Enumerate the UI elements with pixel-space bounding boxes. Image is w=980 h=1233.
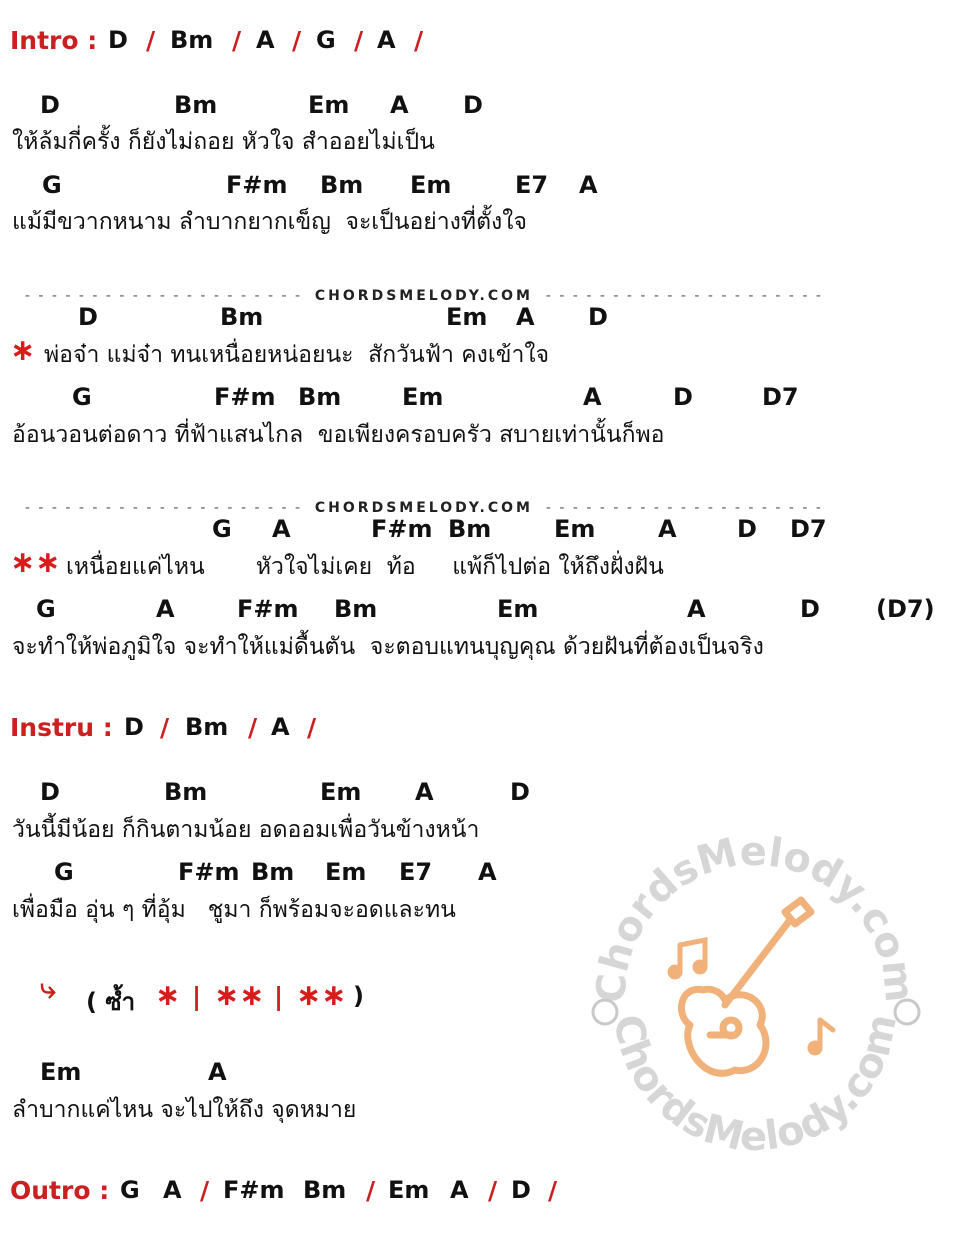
bar-separator: / xyxy=(307,713,317,742)
bar-separator: / xyxy=(354,26,364,55)
chord: Bm xyxy=(170,26,214,54)
bar-separator: / xyxy=(248,713,258,742)
lyric-line: เพื่อมือ อุ่น ๆ ที่อุ้ม ชูมา ก็พร้อมจะอดและทน xyxy=(12,897,456,923)
bar-separator: / xyxy=(488,1176,498,1205)
chord: F#m xyxy=(178,858,240,886)
chord: A xyxy=(271,713,290,741)
outro-label: Outro : xyxy=(10,1176,110,1205)
chord: A xyxy=(583,383,602,411)
guitar-logo-icon xyxy=(585,820,925,1160)
chord: Bm xyxy=(174,91,218,119)
instru-label: Instru : xyxy=(10,713,113,742)
intro-label: Intro : xyxy=(10,26,98,55)
bar-separator: / xyxy=(292,26,302,55)
repeat-marker: ∗ xyxy=(155,978,181,1013)
chord: D xyxy=(40,91,60,119)
chord: D7 xyxy=(790,515,827,543)
chord: F#m xyxy=(226,171,288,199)
divider-dashes: - - - - - - - - - - - - - - - - - - - - - xyxy=(545,500,823,516)
chord: Em xyxy=(410,171,452,199)
chord: D xyxy=(510,778,530,806)
lyric-line: แม้มีขวากหนาม ลำบากยากเข็ญ จะเป็นอย่างที่ตั้งใจ xyxy=(12,209,527,235)
repeat-marker: ∗∗ xyxy=(296,978,347,1013)
bar-separator: / xyxy=(232,26,242,55)
divider-dashes: - - - - - - - - - - - - - - - - - - - - - xyxy=(24,500,302,516)
chord: E7 xyxy=(399,858,433,886)
bar-separator: / xyxy=(414,26,424,55)
chord: Em xyxy=(497,595,539,623)
chord: D xyxy=(800,595,820,623)
chord: A xyxy=(390,91,409,119)
lyric-line: จะทำให้พ่อภูมิใจ จะทำให้แม่ดื้นตัน จะตอบแทนบุญคุณ ด้วยฝันที่ต้องเป็นจริง xyxy=(12,634,764,660)
chord: A xyxy=(450,1176,469,1204)
chord: G xyxy=(212,515,232,543)
chord: A xyxy=(687,595,706,623)
bar-separator: / xyxy=(366,1176,376,1205)
chord: D xyxy=(108,26,128,54)
chord: A xyxy=(208,1058,227,1086)
chord: F#m xyxy=(223,1176,285,1204)
chord: Em xyxy=(446,303,488,331)
bar-separator: / xyxy=(160,713,170,742)
chord: D xyxy=(40,778,60,806)
chorus-marker: ∗ xyxy=(10,333,36,368)
divider-dashes: - - - - - - - - - - - - - - - - - - - - - xyxy=(545,288,823,304)
lyric-line: ให้ล้มกี่ครั้ง ก็ยังไม่ถอย หัวใจ สำออยไม่เป็น xyxy=(12,129,435,155)
chord: D xyxy=(124,713,144,741)
chord: F#m xyxy=(237,595,299,623)
chord: A xyxy=(415,778,434,806)
chord: Em xyxy=(40,1058,82,1086)
chord: Bm xyxy=(303,1176,347,1204)
chord: Bm xyxy=(298,383,342,411)
chord: A xyxy=(579,171,598,199)
chord: Bm xyxy=(334,595,378,623)
bar-separator: | xyxy=(274,982,284,1011)
lyric-line: เหนื่อยแค่ไหน หัวใจไม่เคย ท้อ แพ้ก็ไปต่อ ให้ถึงฝั่งฝัน xyxy=(66,554,664,580)
chord: G xyxy=(72,383,92,411)
chord: G xyxy=(316,26,336,54)
chord: D xyxy=(78,303,98,331)
return-arrow-icon: ⤷ xyxy=(40,972,56,1005)
chord: E7 xyxy=(515,171,549,199)
site-brand: CHORDSMELODY.COM xyxy=(314,288,533,304)
chord: Em xyxy=(388,1176,430,1204)
chord: A xyxy=(516,303,535,331)
chord: Bm xyxy=(164,778,208,806)
chord: A xyxy=(272,515,291,543)
chord: D xyxy=(511,1176,531,1204)
chord: F#m xyxy=(371,515,433,543)
chord: G xyxy=(42,171,62,199)
site-brand: CHORDSMELODY.COM xyxy=(314,500,533,516)
chord: Em xyxy=(325,858,367,886)
bar-separator: / xyxy=(200,1176,210,1205)
lyric-line: วันนี้มีน้อย ก็กินตามน้อย อดออมเพื่อวันข้างหน้า xyxy=(12,817,480,843)
repeat-marker: ∗∗ xyxy=(214,978,265,1013)
divider-dashes: - - - - - - - - - - - - - - - - - - - - - xyxy=(24,288,302,304)
lyric-line: ลำบากแค่ไหน จะไปให้ถึง จุดหมาย xyxy=(12,1097,357,1123)
watermark-text-top: ChordsMelody.com xyxy=(588,828,923,1005)
svg-text:ChordsMelody.com xyxy=(605,1010,907,1160)
chord: (D7) xyxy=(876,595,935,623)
chord: A xyxy=(377,26,396,54)
repeat-close: ) xyxy=(353,982,364,1010)
chord: Em xyxy=(402,383,444,411)
chord: F#m xyxy=(214,383,276,411)
chord: D xyxy=(737,515,757,543)
chord: D xyxy=(588,303,608,331)
section-divider xyxy=(12,272,823,304)
chord: Bm xyxy=(448,515,492,543)
chord: D7 xyxy=(762,383,799,411)
repeat-open: ( ซ้ำ xyxy=(86,988,136,1016)
svg-text:ChordsMelody.com xyxy=(588,829,922,1004)
chordsmelody-watermark xyxy=(585,820,925,1160)
chord: Em xyxy=(308,91,350,119)
chord: Bm xyxy=(251,858,295,886)
chord: A xyxy=(478,858,497,886)
chord: Bm xyxy=(185,713,229,741)
lyric-line: พ่อจ๋า แม่จ๋า ทนเหนื่อยหน่อยนะ สักวันฟ้า คงเข้าใจ xyxy=(44,342,550,368)
chord: Em xyxy=(320,778,362,806)
chord: D xyxy=(673,383,693,411)
chord: G xyxy=(54,858,74,886)
watermark-text-bottom: ChordsMelody.com xyxy=(604,1010,907,1160)
chord: Em xyxy=(554,515,596,543)
chord: Bm xyxy=(320,171,364,199)
chord: G xyxy=(120,1176,140,1204)
chord: A xyxy=(658,515,677,543)
chord: Bm xyxy=(220,303,264,331)
bar-separator: / xyxy=(548,1176,558,1205)
chord: A xyxy=(156,595,175,623)
chord: A xyxy=(256,26,275,54)
lyric-line: อ้อนวอนต่อดาว ที่ฟ้าแสนไกล ขอเพียงครอบครัว สบายเท่านั้นก็พอ xyxy=(12,422,665,448)
chorus-marker: ∗∗ xyxy=(10,545,61,580)
chord: A xyxy=(163,1176,182,1204)
chord: G xyxy=(36,595,56,623)
section-divider xyxy=(12,484,823,516)
chord: D xyxy=(463,91,483,119)
bar-separator: | xyxy=(192,982,202,1011)
bar-separator: / xyxy=(146,26,156,55)
